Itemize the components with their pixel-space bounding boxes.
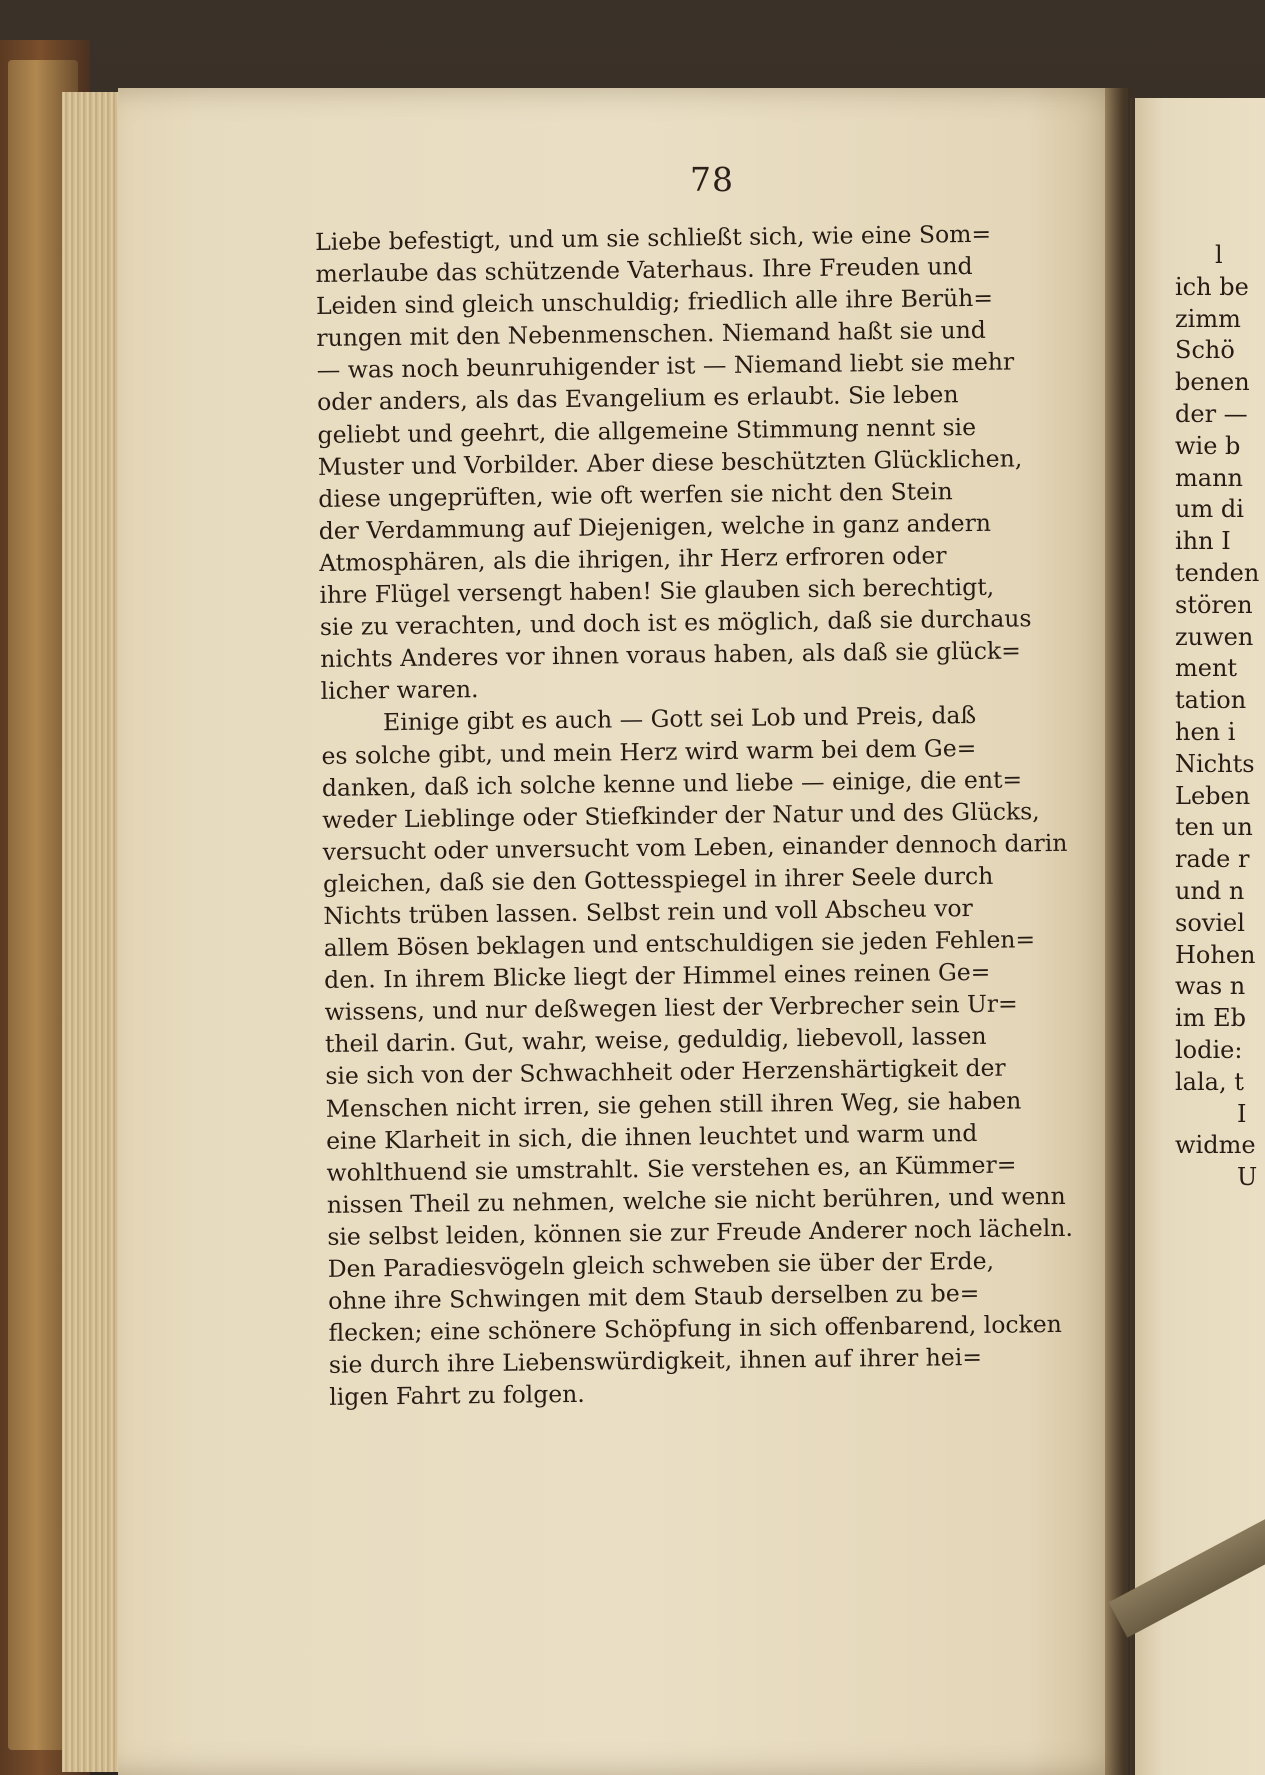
text-line: flecken; eine schönere Schöpfung in sich offenbarend, locken xyxy=(328,1310,1062,1348)
text-line: weder Lieblinge oder Stiefkinder der Natur und des Glücks, xyxy=(322,796,1040,834)
right-text-line: benen xyxy=(1175,368,1250,397)
right-text-line: lala, t xyxy=(1175,1067,1244,1096)
right-text-line: und n xyxy=(1175,876,1245,905)
text-line: ohne ihre Schwingen mit dem Staub derselben zu be= xyxy=(327,1279,980,1316)
text-line: sie sich von der Schwachheit oder Herzenshärtigkeit der xyxy=(325,1054,1006,1091)
page-text xyxy=(315,216,1134,1413)
right-text-line: im Eb xyxy=(1175,1004,1246,1033)
right-text-line: Schö xyxy=(1175,336,1235,365)
text-line: gleichen, daß sie den Gottesspiegel in ihrer Seele durch xyxy=(322,861,994,898)
right-text-line: der — xyxy=(1175,399,1248,428)
text-line: es solche gibt, und mein Herz wird warm bei dem Ge= xyxy=(321,733,977,770)
text-line: merlaube das schützende Vaterhaus. Ihre Freuden und xyxy=(315,252,973,289)
right-text-line: hen i xyxy=(1175,717,1236,746)
text-line: sie selbst leiden, können sie zur Freude Anderer noch lächeln. xyxy=(327,1213,1074,1251)
text-line: sie zu verachten, und doch ist es möglich, daß sie durchaus xyxy=(319,604,1032,642)
text-line: nissen Theil zu nehmen, welche sie nicht berühren, und wenn xyxy=(326,1181,1066,1219)
right-text-line: was n xyxy=(1175,972,1246,1001)
text-line: Muster und Vorbilder. Aber diese beschützten Glücklichen, xyxy=(317,444,1023,481)
text-line: Atmosphären, als die ihrigen, ihr Herz erfroren oder xyxy=(318,541,947,577)
right-text-line: Hohen xyxy=(1175,940,1256,969)
text-line: diese ungeprüften, wie oft werfen sie nicht den Stein xyxy=(318,476,953,513)
right-text-line: rade r xyxy=(1175,845,1250,874)
page-number: 78 xyxy=(690,160,734,199)
right-text-line: Leben xyxy=(1175,781,1251,810)
text-line: Menschen nicht irren, sie gehen still ihren Weg, sie haben xyxy=(325,1085,1022,1123)
right-text-line: widme xyxy=(1175,1131,1256,1160)
right-text-line: U xyxy=(1237,1163,1258,1192)
right-text-line: lodie: xyxy=(1175,1035,1243,1064)
right-text-line: tenden xyxy=(1175,558,1260,587)
text-line: wohlthuend sie umstrahlt. Sie verstehen es, an Kümmer= xyxy=(326,1150,1017,1187)
right-text-line: l xyxy=(1215,241,1223,269)
right-text-line: stören xyxy=(1175,590,1253,619)
text-line: der Verdammung auf Diejenigen, welche in ganz andern xyxy=(318,508,992,545)
right-text-line: Nichts xyxy=(1175,749,1255,778)
text-line: sie durch ihre Liebenswürdigkeit, ihnen auf ihrer hei= xyxy=(328,1343,983,1380)
text-line: wissens, und nur deßwegen liest der Verbrecher sein Ur= xyxy=(324,989,1018,1027)
text-line: danken, daß ich solche kenne und liebe — einige, die ent= xyxy=(321,764,1023,802)
right-text-line: um di xyxy=(1175,495,1244,524)
right-page-text xyxy=(1175,240,1265,1194)
text-line: Liebe befestigt, und um sie schließt sich, wie eine Som= xyxy=(315,219,992,256)
text-line: licher waren. xyxy=(320,675,479,706)
text-line: oder anders, als das Evangelium es erlaubt. Sie leben xyxy=(316,380,959,417)
right-text-line: mann xyxy=(1175,463,1243,492)
text-line: ihre Flügel versengt haben! Sie glauben sich berechtigt, xyxy=(319,572,995,610)
right-text-line: tation xyxy=(1175,686,1247,715)
text-line: versucht oder unversucht vom Leben, einander dennoch darin xyxy=(322,828,1068,866)
right-text-line: zuwen xyxy=(1175,622,1254,651)
right-text-line: ihn I xyxy=(1175,527,1231,556)
right-text-line: ich be xyxy=(1175,272,1249,301)
right-text-line: ment xyxy=(1175,654,1238,683)
text-line: Einige gibt es auch — Gott sei Lob und Preis, daß xyxy=(382,701,977,737)
right-text-line: I xyxy=(1237,1099,1247,1128)
right-text-line: ten un xyxy=(1175,813,1253,842)
text-line: — was noch beunruhigender ist — Niemand liebt sie mehr xyxy=(316,347,1015,385)
text-line: Leiden sind gleich unschuldig; friedlich alle ihre Berüh= xyxy=(315,283,994,321)
text-line: allem Bösen beklagen und entschuldigen sie jeden Fehlen= xyxy=(323,925,1036,963)
right-text-line: wie b xyxy=(1175,431,1241,460)
text-line: ligen Fahrt zu folgen. xyxy=(329,1380,585,1412)
text-line: den. In ihrem Blicke liegt der Himmel eines reinen Ge= xyxy=(324,957,991,995)
right-text-line: zimm xyxy=(1175,304,1241,333)
right-text-line: soviel xyxy=(1175,908,1245,937)
text-line: geliebt und geehrt, die allgemeine Stimmung nennt sie xyxy=(317,412,977,449)
text-line: Nichts trüben lassen. Selbst rein und voll Abscheu vor xyxy=(323,893,973,930)
text-line: theil darin. Gut, wahr, weise, geduldig, liebevoll, lassen xyxy=(324,1022,987,1059)
text-line: Den Paradiesvögeln gleich schweben sie über der Erde, xyxy=(327,1246,995,1283)
text-line: eine Klarheit in sich, die ihnen leuchtet und warm und xyxy=(326,1118,978,1155)
text-line: rungen mit den Nebenmenschen. Niemand haßt sie und xyxy=(316,316,986,353)
text-line: nichts Anderes vor ihnen voraus haben, als daß sie glück= xyxy=(320,636,1022,674)
